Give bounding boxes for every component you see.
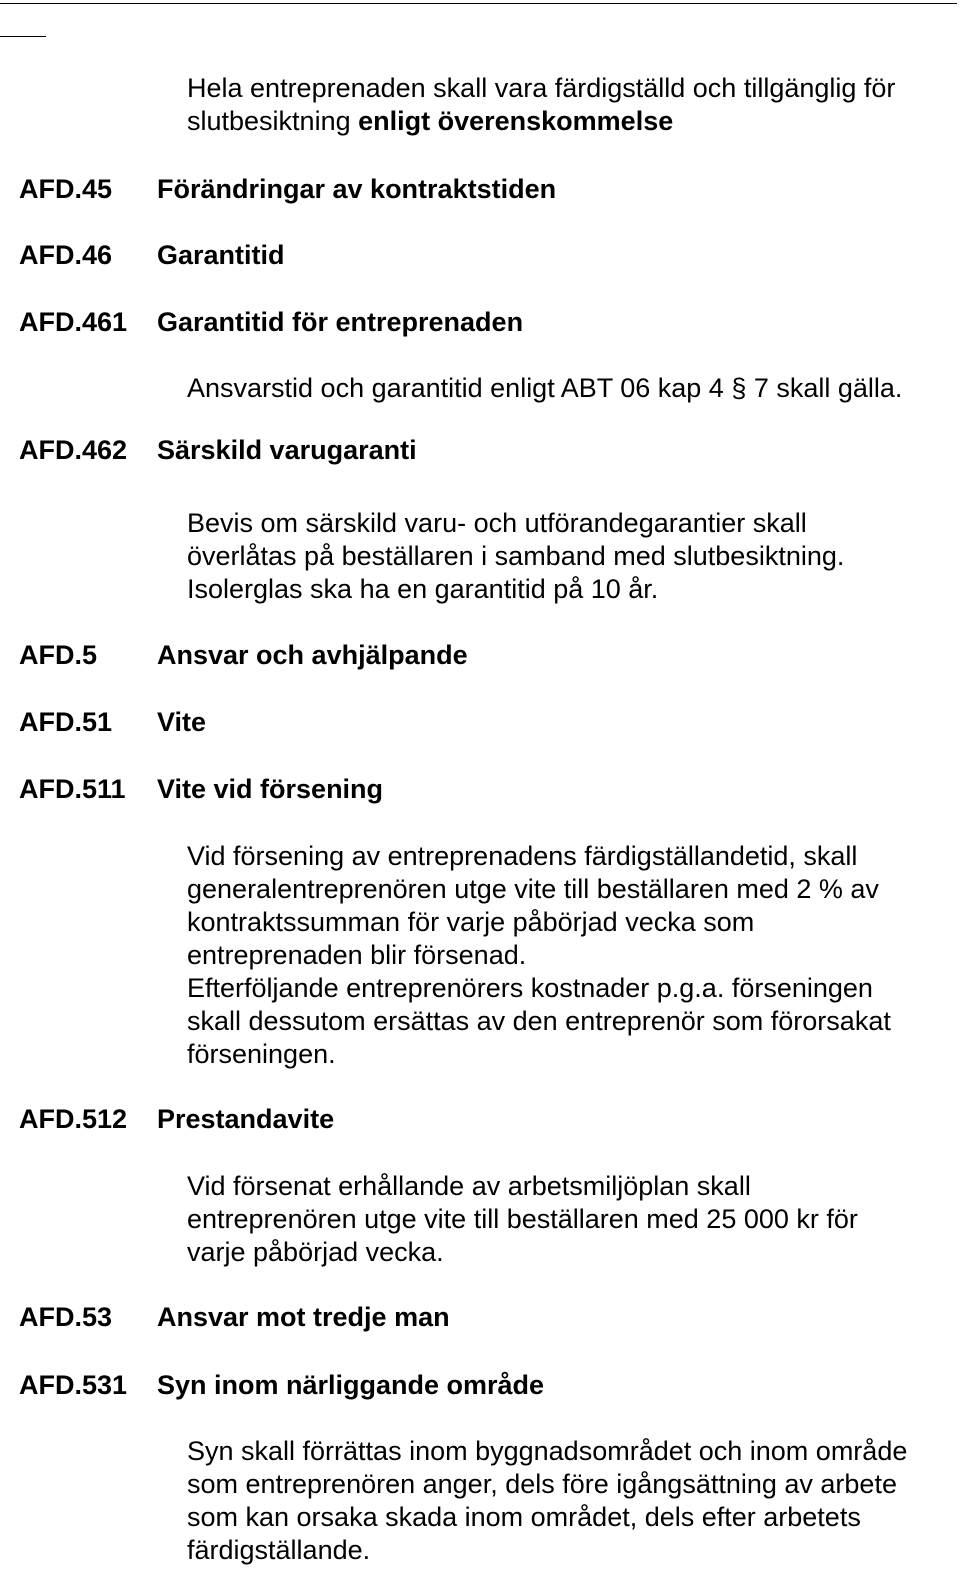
body-line: Isolerglas ska ha en garantitid på 10 år. [187, 574, 659, 604]
body-line: Vid försenat erhållande av arbetsmiljöplan skall [187, 1171, 751, 1201]
section-title-afd511: Vite vid försening [157, 774, 384, 804]
section-title-afd51: Vite [157, 707, 207, 737]
section-body-afd461 [187, 372, 957, 405]
body-line: Efterföljande entreprenörers kostnader p.g.a. förseningen [187, 973, 873, 1003]
section-body-afd462 [187, 507, 957, 606]
body-line: Syn skall förrättas inom byggnadsområdet och inom område [187, 1436, 908, 1466]
body-line: kontraktssumman för varje påbörjad vecka som [187, 907, 755, 937]
section-title-afd461: Garantitid för entreprenaden [157, 307, 524, 337]
section-title-afd531: Syn inom närliggande område [157, 1370, 545, 1400]
section-title-afd46: Garantitid [157, 240, 285, 270]
intro-line-2-bold: enligt överenskommelse [358, 106, 674, 136]
section-code-afd512: AFD.512 [19, 1104, 128, 1134]
body-line: Vid försening av entreprenadens färdigställandetid, skall [187, 841, 858, 871]
intro-line-1: Hela entreprenaden skall vara färdigställd och tillgänglig för [187, 73, 896, 103]
body-line: varje påbörjad vecka. [187, 1237, 444, 1267]
section-title-afd462: Särskild varugaranti [157, 435, 417, 465]
section-title-afd5: Ansvar och avhjälpande [157, 640, 468, 670]
body-line: Ansvarstid och garantitid enligt ABT 06 kap 4 § 7 skall gälla. [187, 373, 903, 403]
intro-paragraph [187, 72, 957, 138]
top-rule [0, 3, 957, 4]
body-line: förseningen. [187, 1039, 336, 1069]
section-code-afd53: AFD.53 [19, 1302, 113, 1332]
header-short-rule [0, 36, 46, 37]
body-line: entreprenaden blir försenad. [187, 940, 527, 970]
intro-line-2-plain: slutbesiktning [187, 106, 359, 136]
body-line: skall dessutom ersättas av den entreprenör som förorsakat [187, 1006, 891, 1036]
section-code-afd45: AFD.45 [19, 174, 113, 204]
section-code-afd511: AFD.511 [19, 774, 126, 804]
body-line: som entreprenören anger, dels före igångsättning av arbete [187, 1469, 897, 1499]
section-body-afd511 [187, 840, 957, 1071]
body-line: entreprenören utge vite till beställaren med 25 000 kr för [187, 1204, 858, 1234]
body-line: Bevis om särskild varu- och utförandegarantier skall [187, 508, 807, 538]
body-line: som kan orsaka skada inom området, dels efter arbetets [187, 1502, 861, 1532]
body-line: färdigställande. [187, 1535, 371, 1565]
section-title-afd512: Prestandavite [157, 1104, 335, 1134]
section-code-afd461: AFD.461 [19, 307, 128, 337]
section-code-afd5: AFD.5 [19, 640, 98, 670]
section-body-afd512 [187, 1170, 957, 1269]
body-line: generalentreprenören utge vite till beställaren med 2 % av [187, 874, 879, 904]
section-title-afd53: Ansvar mot tredje man [157, 1302, 450, 1332]
section-code-afd46: AFD.46 [19, 240, 113, 270]
section-code-afd531: AFD.531 [19, 1370, 128, 1400]
section-title-afd45: Förändringar av kontraktstiden [157, 174, 557, 204]
section-code-afd462: AFD.462 [19, 435, 128, 465]
section-code-afd51: AFD.51 [19, 707, 113, 737]
body-line: överlåtas på beställaren i samband med slutbesiktning. [187, 541, 845, 571]
section-body-afd531 [187, 1435, 957, 1567]
intro-line-2 [187, 105, 957, 138]
